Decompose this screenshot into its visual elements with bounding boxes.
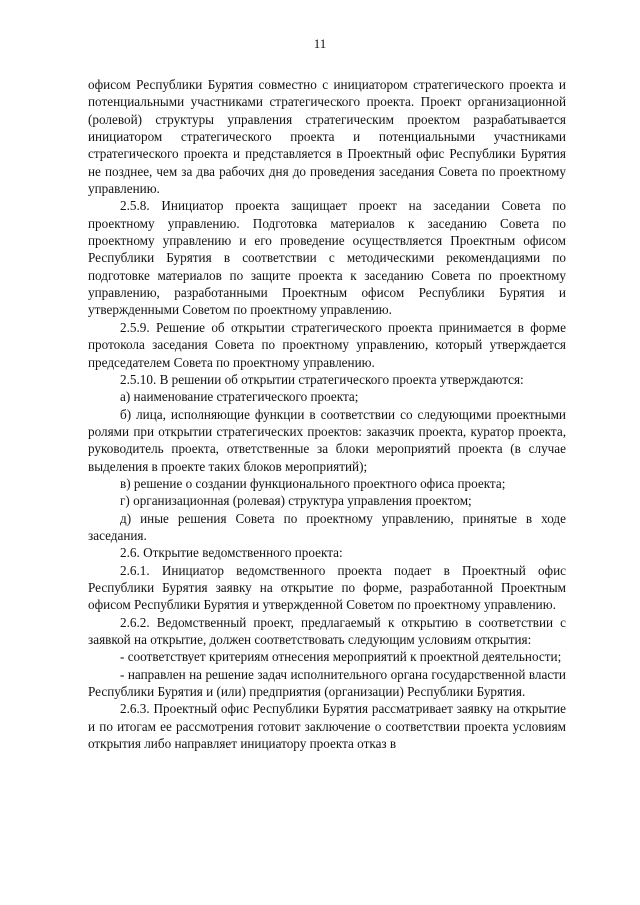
paragraph-2-5-10: 2.5.10. В решении об открытии стратегического проекта утверждаются: (120, 371, 524, 387)
paragraph-2-5-8: 2.5.8. Инициатор проекта защищает проект на заседании Совета по проектному управлению. Подготовка материалов к заседанию Совета по проектному управлению и его проведение осуществляется Проектным офисом Республики Бурятия в соответствии с методическими рекомендациями по подготовке материалов по защите проекта к заседанию Совета по проектному управлению, разработанными Проектным офисом Республики Бурятия и утвержденными Советом по проектному управлению. (88, 198, 566, 318)
paragraph-continuation: офисом Республики Бурятия совместно с инициатором стратегического проекта и потенциальными участниками стратегического проекта. Проект организационной (ролевой) структуры управления стратегическим проектом разрабатывается инициатором стратегического проекта и потенциальными участниками стратегического проекта и представляется в Проектный офис Республики Бурятия не позднее, чем за два рабочих дня до проведения заседания Совета по проектному управлению. (88, 77, 566, 197)
list-item-v: в) решение о создании функционального проектного офиса проекта; (120, 475, 506, 491)
page-number: 11 (313, 36, 327, 51)
paragraph-2-5-9: 2.5.9. Решение об открытии стратегического проекта принимается в форме протокола заседания Совета по проектному управлению, который утверждается председателем Совета по проектному управлению. (88, 319, 566, 370)
paragraph-2-6-2: 2.6.2. Ведомственный проект, предлагаемый к открытию в соответствии с заявкой на открытие, должен соответствовать следующим условиям открытия: (88, 614, 566, 647)
condition-item-1: - соответствует критериям отнесения мероприятий к проектной деятельности; (120, 649, 562, 665)
list-item-a: а) наименование стратегического проекта; (120, 389, 359, 405)
list-item-d: д) иные решения Совета по проектному управлению, принятые в ходе заседания. (88, 510, 566, 543)
page-body (88, 76, 566, 752)
list-item-g: г) организационная (ролевая) структура управления проектом; (120, 493, 472, 509)
condition-item-2: - направлен на решение задач исполнительного органа государственной власти Республики Бурятия и (или) предприятия (организации) Республики Бурятия. (88, 666, 566, 700)
list-item-b: б) лица, исполняющие функции в соответствии со следующими проектными ролями при открытии стратегических проектов: заказчик проекта, куратор проекта, руководитель проекта, ответственные за блоки мероприятий проекта (в случае выделения в проекте таких блоков мероприятий); (88, 406, 566, 474)
section-heading-2-6: 2.6. Открытие ведомственного проекта: (120, 545, 343, 561)
paragraph-2-6-1: 2.6.1. Инициатор ведомственного проекта подает в Проектный офис Республики Бурятия заявку на открытие по форме, разработанной Проектным офисом Республики Бурятия и утвержденной Советом по проектному управлению. (88, 562, 566, 613)
paragraph-2-6-3: 2.6.3. Проектный офис Республики Бурятия рассматривает заявку на открытие и по итогам ее рассмотрения готовит заключение о соответствии проекта условиям открытия либо направляет инициатору проекта отказ в (88, 701, 566, 752)
